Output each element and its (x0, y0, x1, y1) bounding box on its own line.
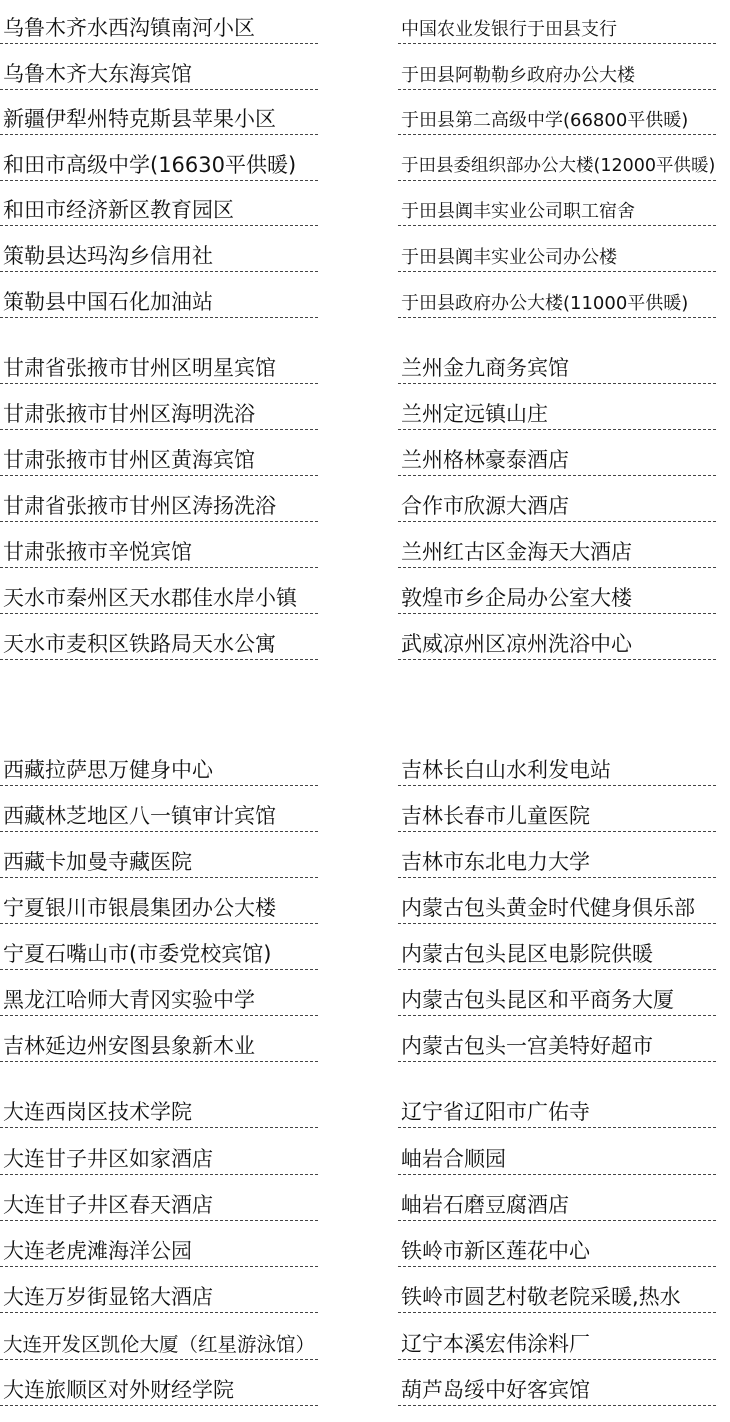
list-item-text: 岫岩合顺园 (401, 1146, 506, 1171)
list-item (0, 614, 318, 660)
list-item-text: 和田市高级中学(16630平供暖) (3, 152, 297, 177)
list-item (398, 181, 716, 227)
list-item (398, 1082, 716, 1128)
list-item (0, 1221, 318, 1267)
list-item-text: 吉林长白山水利发电站 (401, 758, 611, 782)
list-item-text: 兰州定远镇山庄 (401, 402, 548, 426)
list-item-text: 葫芦岛绥中好客宾馆 (401, 1378, 590, 1403)
list-item (398, 90, 716, 136)
list-item-text: 乌鲁木齐水西沟镇南河小区 (3, 16, 255, 40)
left-column (0, 0, 318, 318)
list-item (0, 832, 318, 878)
list-item-text: 和田市经济新区教育园区 (3, 198, 234, 223)
list-item (398, 1221, 716, 1267)
list-item (398, 0, 716, 44)
list-item (398, 924, 716, 970)
list-item (0, 970, 318, 1016)
list-item-text: 大连旅顺区对外财经学院 (3, 1378, 234, 1403)
list-item (0, 430, 318, 476)
list-item-text: 铁岭市圆艺村敬老院采暖,热水 (401, 1285, 681, 1310)
list-item (398, 740, 716, 786)
list-item (398, 476, 716, 522)
list-item-text: 武威凉州区凉州洗浴中心 (401, 632, 632, 656)
list-item (0, 568, 318, 614)
list-item (0, 1313, 318, 1359)
list-item-text: 天水市麦积区铁路局天水公寓 (3, 632, 276, 656)
right-column (398, 740, 716, 1062)
list-item-text: 大连开发区凯伦大厦（红星游泳馆） (3, 1333, 316, 1357)
list-item-text: 新疆伊犁州特克斯县苹果小区 (3, 107, 276, 132)
list-item-text: 兰州红古区金海天大酒店 (401, 540, 632, 564)
list-item-text: 大连甘子井区如家酒店 (3, 1146, 213, 1171)
list-item-text: 大连甘子井区春天酒店 (3, 1192, 213, 1217)
left-column (0, 1082, 318, 1406)
list-item-text: 西藏拉萨思万健身中心 (3, 758, 213, 782)
list-item (0, 878, 318, 924)
left-column (0, 740, 318, 1062)
list-item-text: 策勒县达玛沟乡信用社 (3, 243, 213, 268)
list-item (398, 384, 716, 430)
list-item (398, 338, 716, 384)
list-item-text: 于田县阗丰实业公司办公楼 (401, 246, 617, 268)
list-item (398, 878, 716, 924)
list-item (0, 476, 318, 522)
list-item-text: 宁夏石嘴山市(市委党校宾馆) (3, 942, 272, 966)
list-item-text: 大连万岁街显铭大酒店 (3, 1285, 213, 1310)
list-item-text: 于田县委组织部办公大楼(12000平供暖) (401, 156, 716, 177)
list-item-text: 甘肃张掖市甘州区海明洗浴 (3, 402, 255, 426)
list-item-text: 甘肃张掖市甘州区黄海宾馆 (3, 448, 255, 472)
list-item-text: 宁夏银川市银晨集团办公大楼 (3, 896, 276, 920)
list-item-text: 策勒县中国石化加油站 (3, 289, 213, 314)
list-item (0, 384, 318, 430)
list-item-text: 吉林延边州安图县象新木业 (3, 1034, 255, 1058)
list-item (0, 1128, 318, 1174)
list-item-text: 中国农业发银行于田县支行 (401, 19, 617, 40)
list-item (398, 786, 716, 832)
list-item (0, 1360, 318, 1406)
list-item-text: 吉林市东北电力大学 (401, 850, 590, 874)
list-item-text: 兰州金九商务宾馆 (401, 356, 569, 380)
list-item (0, 0, 318, 44)
left-column (0, 338, 318, 660)
list-item (398, 568, 716, 614)
list-item (398, 970, 716, 1016)
list-item (0, 90, 318, 136)
list-item (0, 338, 318, 384)
list-item-text: 甘肃省张掖市甘州区涛扬洗浴 (3, 494, 276, 518)
list-item (0, 740, 318, 786)
list-item (398, 1128, 716, 1174)
list-item-text: 大连西岗区技术学院 (3, 1100, 192, 1125)
list-item-text: 于田县政府办公大楼(11000平供暖) (401, 292, 689, 314)
list-item (398, 226, 716, 272)
list-item-text: 西藏卡加曼寺藏医院 (3, 850, 192, 874)
list-item (398, 1267, 716, 1313)
list-item-text: 大连老虎滩海洋公园 (3, 1239, 192, 1264)
list-item (398, 1175, 716, 1221)
list-item (0, 1082, 318, 1128)
list-item-text: 兰州格林豪泰酒店 (401, 448, 569, 472)
list-item-text: 于田县阿勒勒乡政府办公大楼 (401, 64, 635, 86)
list-item-text: 合作市欣源大酒店 (401, 494, 569, 518)
list-item (398, 832, 716, 878)
list-item-text: 黑龙江哈师大青冈实验中学 (3, 988, 255, 1012)
list-item-text: 铁岭市新区莲花中心 (401, 1239, 590, 1264)
list-item (0, 1016, 318, 1062)
list-item-text: 内蒙古包头一宫美特好超市 (401, 1034, 653, 1058)
list-item-text: 辽宁本溪宏伟涂料厂 (401, 1331, 590, 1356)
list-item (0, 226, 318, 272)
list-item-text: 乌鲁木齐大东海宾馆 (3, 61, 192, 86)
list-item-text: 甘肃省张掖市甘州区明星宾馆 (3, 356, 276, 380)
list-item (0, 1175, 318, 1221)
list-item (398, 430, 716, 476)
list-item (398, 1016, 716, 1062)
list-item-text: 辽宁省辽阳市广佑寺 (401, 1100, 590, 1125)
right-column (398, 0, 716, 318)
list-item (0, 272, 318, 318)
list-item-text: 岫岩石磨豆腐酒店 (401, 1192, 569, 1217)
list-item (398, 614, 716, 660)
list-item-text: 敦煌市乡企局办公室大楼 (401, 586, 632, 610)
list-item-text: 内蒙古包头昆区和平商务大厦 (401, 988, 674, 1012)
list-item (0, 44, 318, 90)
list-item-text: 甘肃张掖市辛悦宾馆 (3, 540, 192, 564)
list-item (0, 924, 318, 970)
list-item (0, 522, 318, 568)
list-item-text: 天水市秦州区天水郡佳水岸小镇 (3, 586, 297, 610)
list-item (0, 135, 318, 181)
list-item-text: 吉林长春市儿童医院 (401, 804, 590, 828)
list-item (398, 1313, 716, 1359)
right-column (398, 338, 716, 660)
list-item (398, 272, 716, 318)
list-item (398, 135, 716, 181)
list-item (398, 1360, 716, 1406)
list-item (0, 181, 318, 227)
list-item-text: 西藏林芝地区八一镇审计宾馆 (3, 804, 276, 828)
list-item-text: 内蒙古包头昆区电影院供暖 (401, 942, 653, 966)
right-column (398, 1082, 716, 1406)
list-item-text: 于田县第二高级中学(66800平供暖) (401, 110, 689, 132)
list-item-text: 内蒙古包头黄金时代健身俱乐部 (401, 896, 695, 920)
list-item (0, 786, 318, 832)
list-item-text: 于田县阗丰实业公司职工宿舍 (401, 201, 635, 223)
list-item (0, 1267, 318, 1313)
list-item (398, 522, 716, 568)
list-item (398, 44, 716, 90)
